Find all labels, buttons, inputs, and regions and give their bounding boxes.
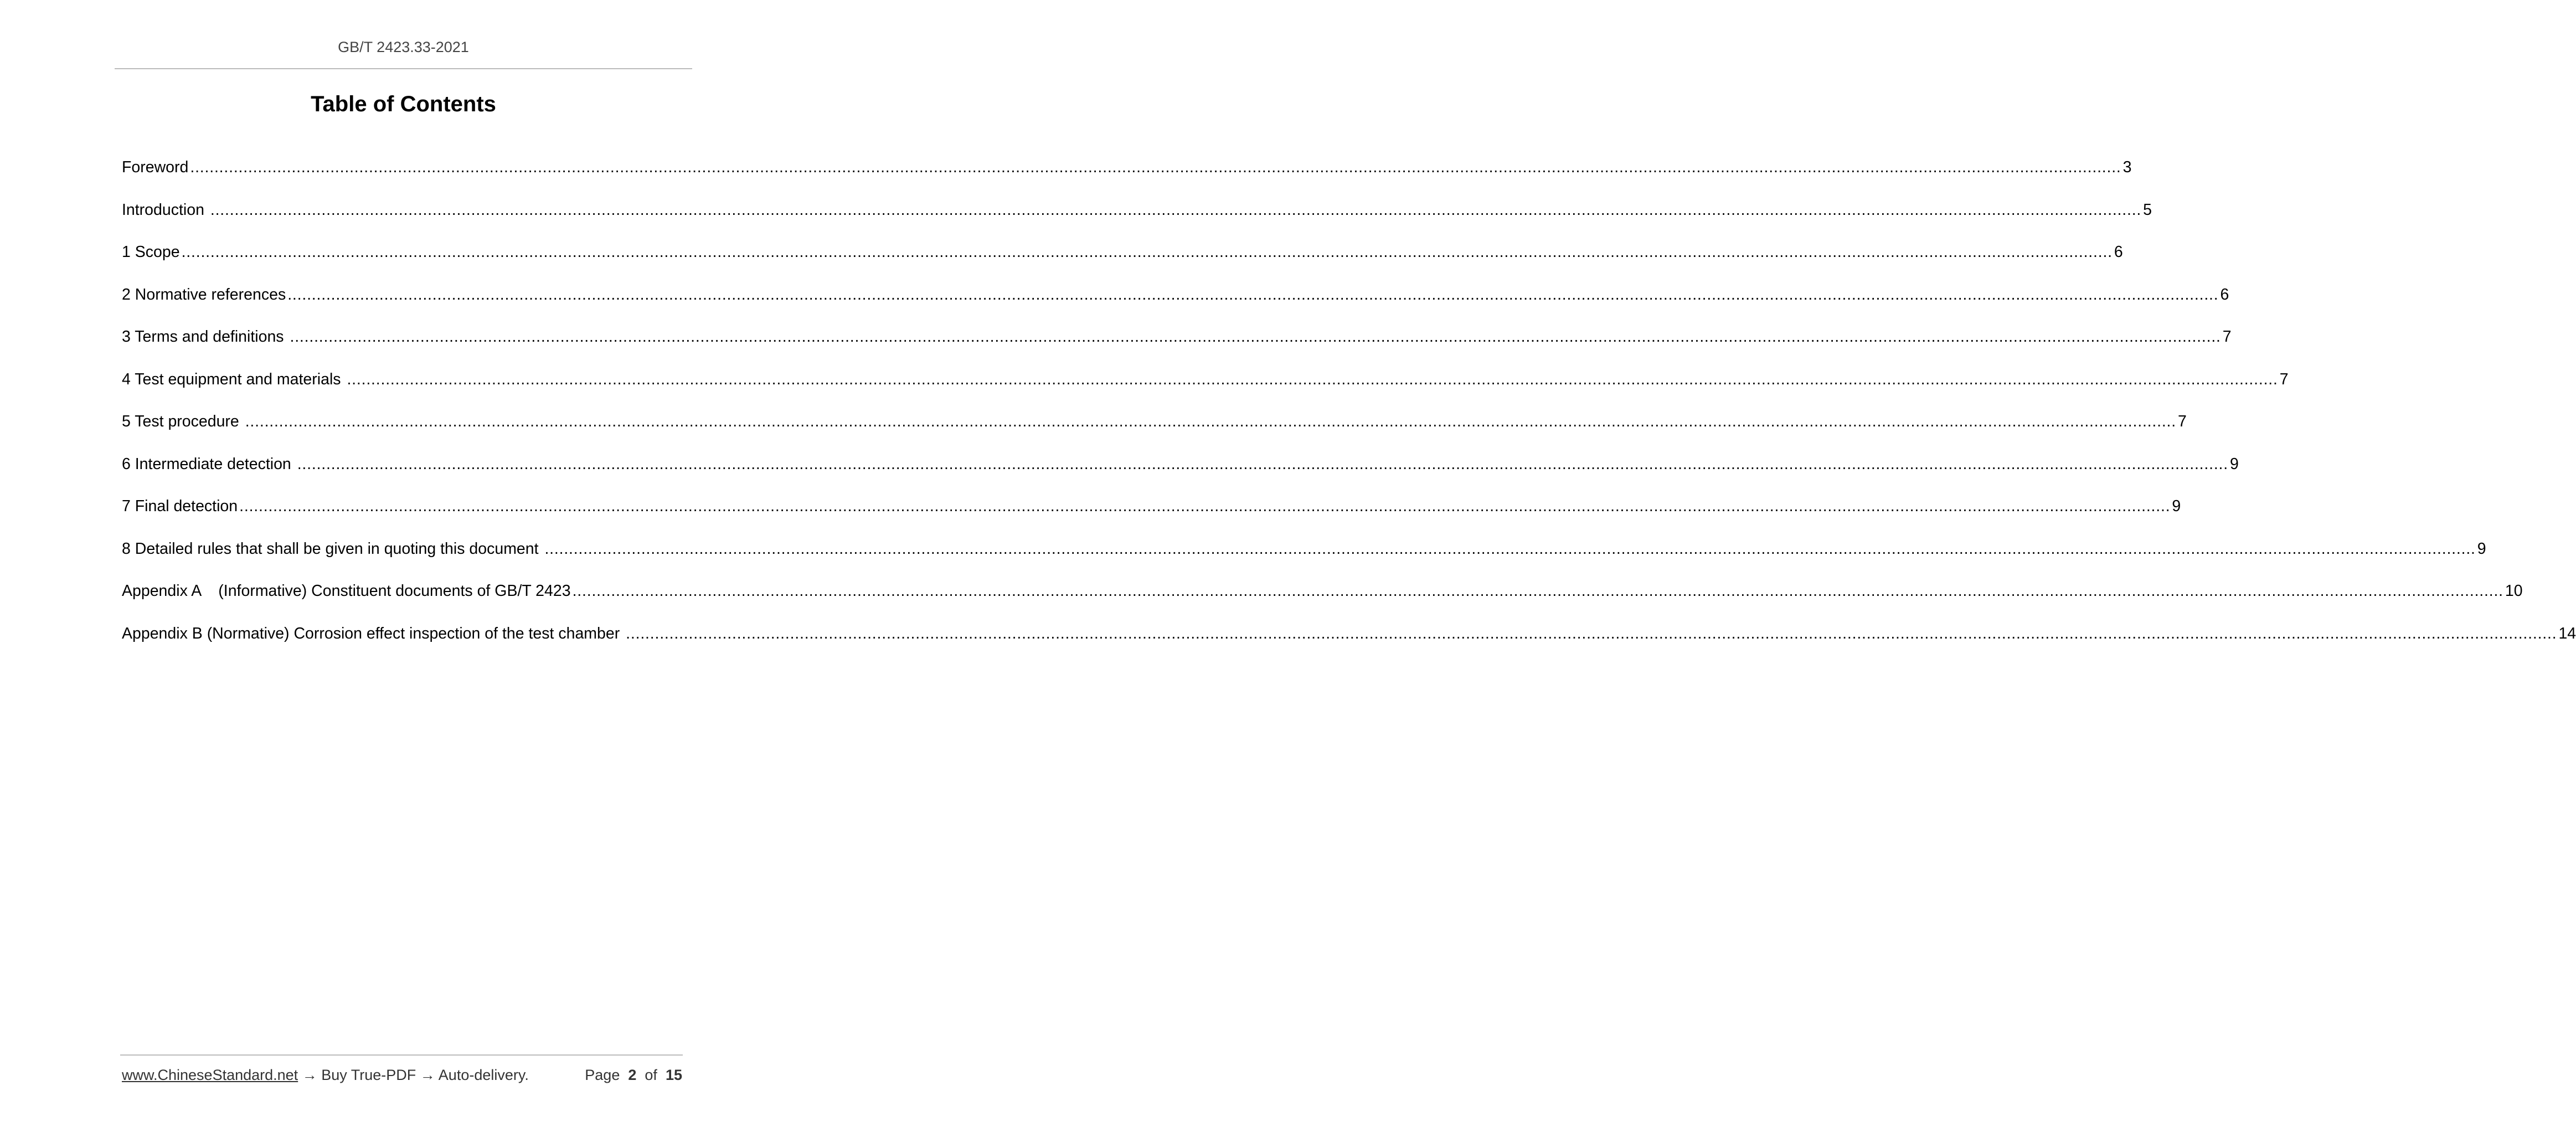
toc-entry-label: 1 Scope	[122, 243, 180, 261]
toc-dot-leader: ................................................................................................................................................................................................................................................................................................................................................................................................................	[297, 455, 2228, 473]
toc-entry-label: 3 Terms and definitions	[122, 328, 288, 346]
toc-page-number: 3	[2122, 158, 2132, 176]
page-title: Table of Contents	[311, 92, 496, 116]
toc-dot-leader: ................................................................................................................................................................................................................................................................................................................................................................................................................	[347, 370, 2278, 388]
toc-entry-label: 5 Test procedure	[122, 413, 244, 430]
toc-entry-label: Appendix B (Normative) Corrosion effect inspection of the test chamber	[122, 624, 625, 642]
total-page-count: 15	[665, 1067, 682, 1083]
auto-delivery-text: Auto-delivery.	[438, 1067, 529, 1083]
toc-entry-foreword[interactable]	[122, 158, 2132, 201]
page-word: Page	[585, 1067, 620, 1083]
toc-entry-intermediate-detection[interactable]	[122, 455, 2239, 498]
toc-entry-appendix-a[interactable]	[122, 582, 2523, 625]
of-word: of	[645, 1067, 657, 1083]
toc-dot-leader: ................................................................................................................................................................................................................................................................................................................................................................................................................	[572, 582, 2503, 600]
toc-page-number: 6	[2114, 243, 2123, 261]
toc-dot-leader: ................................................................................................................................................................................................................................................................................................................................................................................................................	[239, 497, 2171, 515]
toc-entry-label: Appendix A (Informative) Constituent documents of GB/T 2423	[122, 582, 571, 600]
toc-entry-terms-and-definitions[interactable]	[122, 328, 2232, 371]
running-header: GB/T 2423.33-2021	[338, 39, 469, 55]
toc-entry-test-equipment[interactable]	[122, 370, 2289, 413]
toc-dot-leader: ................................................................................................................................................................................................................................................................................................................................................................................................................	[287, 285, 2219, 303]
footer-promo	[122, 1067, 529, 1084]
header-divider	[115, 68, 692, 69]
toc-entry-label: Foreword	[122, 158, 189, 176]
toc-dot-leader: ................................................................................................................................................................................................................................................................................................................................................................................................................	[290, 328, 2221, 346]
toc-entry-scope[interactable]	[122, 243, 2123, 286]
toc-entry-detailed-rules[interactable]	[122, 539, 2486, 583]
toc-page-number: 7	[2279, 370, 2289, 388]
buy-pdf-text: Buy True-PDF	[321, 1067, 416, 1083]
toc-page-number: 6	[2220, 285, 2229, 303]
toc-entry-label: 4 Test equipment and materials	[122, 370, 346, 388]
table-of-contents	[122, 158, 2576, 667]
page-counter	[585, 1067, 682, 1084]
toc-entry-final-detection[interactable]	[122, 497, 2181, 540]
toc-page-number: 10	[2505, 582, 2523, 600]
toc-page-number: 7	[2222, 328, 2232, 346]
toc-entry-appendix-b[interactable]	[122, 624, 2576, 667]
toc-page-number: 9	[2229, 455, 2239, 473]
toc-page-number: 9	[2477, 539, 2486, 558]
toc-page-number: 5	[2143, 200, 2152, 219]
toc-dot-leader: ................................................................................................................................................................................................................................................................................................................................................................................................................	[210, 200, 2142, 219]
toc-page-number: 14	[2558, 624, 2576, 642]
arrow-right-icon: →	[420, 1067, 435, 1083]
current-page-number: 2	[628, 1067, 637, 1083]
toc-entry-test-procedure[interactable]	[122, 413, 2187, 455]
toc-entry-label: 6 Intermediate detection	[122, 455, 296, 473]
arrow-right-icon: →	[302, 1067, 317, 1083]
website-link[interactable]: www.ChineseStandard.net	[122, 1067, 298, 1083]
toc-page-number: 7	[2177, 413, 2187, 430]
toc-dot-leader: ................................................................................................................................................................................................................................................................................................................................................................................................................	[544, 539, 2476, 558]
toc-page-number: 9	[2172, 497, 2181, 515]
toc-entry-normative-references[interactable]	[122, 285, 2229, 328]
toc-dot-leader: ................................................................................................................................................................................................................................................................................................................................................................................................................	[245, 413, 2176, 430]
toc-entry-label: Introduction	[122, 200, 209, 219]
footer-divider	[120, 1054, 683, 1056]
toc-entry-introduction[interactable]	[122, 200, 2152, 244]
toc-entry-label: 2 Normative references	[122, 285, 286, 303]
toc-dot-leader: ................................................................................................................................................................................................................................................................................................................................................................................................................	[626, 624, 2557, 642]
toc-dot-leader: ................................................................................................................................................................................................................................................................................................................................................................................................................	[190, 158, 2121, 176]
toc-dot-leader: ................................................................................................................................................................................................................................................................................................................................................................................................................	[181, 243, 2113, 261]
toc-entry-label: 8 Detailed rules that shall be given in quoting this document	[122, 539, 543, 558]
toc-entry-label: 7 Final detection	[122, 497, 238, 515]
